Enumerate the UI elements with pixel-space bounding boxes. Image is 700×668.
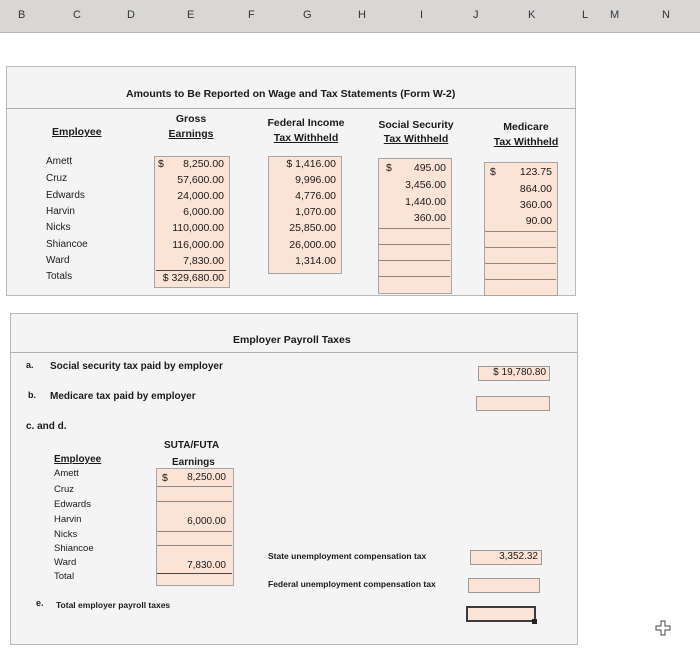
suta-cell-harvin[interactable]: 6,000.00	[187, 516, 226, 527]
gross-dollar-sign: $	[158, 158, 164, 170]
col-header-l[interactable]: L	[582, 9, 589, 21]
item-cd-label: c. and d.	[26, 421, 67, 432]
gross-total-rule	[156, 270, 226, 271]
total-employer-taxes-cell[interactable]	[466, 606, 536, 622]
w2-title-divider	[6, 108, 575, 109]
w2-employee-name: Shiancoe	[46, 239, 88, 250]
payroll-employee-name: Nicks	[54, 529, 78, 540]
med-cell[interactable]: 90.00	[525, 215, 552, 227]
suta-row-line	[157, 501, 232, 502]
payroll-employee-name: Total	[54, 571, 75, 582]
gross-cell[interactable]: 6,000.00	[183, 206, 224, 218]
state-unemployment-label: State unemployment compensation tax	[268, 551, 427, 561]
col-header-d[interactable]: D	[127, 9, 135, 21]
ss-row-line	[379, 260, 450, 261]
federal-unemployment-cell[interactable]	[468, 578, 540, 593]
ss-row-line	[379, 244, 450, 245]
ss-header-1: Social Security	[378, 119, 454, 131]
payroll-employee-name: Cruz	[54, 484, 75, 495]
col-header-k[interactable]: K	[528, 9, 536, 21]
social-security-employer-value: $ 19,780.80	[493, 367, 546, 378]
payroll-title: Employer Payroll Taxes	[233, 334, 351, 346]
col-header-h[interactable]: H	[358, 9, 366, 21]
suta-header-2: Earnings	[172, 457, 215, 468]
fed-cell[interactable]: 1,314.00	[295, 255, 336, 267]
ss-row-line	[379, 228, 450, 229]
federal-unemployment-label: Federal unemployment compensation tax	[268, 579, 436, 589]
payroll-employee-name: Amett	[54, 468, 79, 479]
med-header-2: Tax Withheld	[493, 136, 559, 148]
med-header-1: Medicare	[503, 121, 549, 133]
payroll-title-divider	[10, 352, 577, 353]
col-header-f[interactable]: F	[248, 9, 255, 21]
gross-header-2: Earnings	[168, 128, 214, 140]
med-row-line	[485, 247, 556, 248]
state-unemployment-value: 3,352.32	[499, 551, 538, 562]
w2-employee-name: Cruz	[46, 173, 68, 184]
fed-cell[interactable]: 25,850.00	[289, 222, 336, 234]
med-cell[interactable]: 123.75	[519, 166, 552, 178]
gross-cell[interactable]: 116,000.00	[172, 239, 224, 251]
item-a-text: Social security tax paid by employer	[50, 361, 223, 372]
move-cursor-icon	[655, 620, 671, 636]
item-b-label: b.	[28, 390, 36, 400]
payroll-employee-name: Shiancoe	[54, 543, 94, 554]
suta-total-rule	[157, 573, 232, 574]
gross-header-1: Gross	[175, 113, 207, 125]
col-header-n[interactable]: N	[662, 9, 670, 21]
suta-cell-amett[interactable]: 8,250.00	[187, 472, 226, 483]
suta-row-line	[157, 531, 232, 532]
col-header-i[interactable]: I	[420, 9, 424, 21]
w2-employee-name: Harvin	[46, 206, 75, 217]
med-cell[interactable]: 864.00	[519, 183, 552, 195]
w2-employee-name: Nicks	[46, 222, 71, 233]
ss-header-2: Tax Withheld	[383, 133, 449, 145]
gross-cell[interactable]: 7,830.00	[183, 255, 224, 267]
gross-cell[interactable]: 8,250.00	[183, 158, 224, 170]
col-header-e[interactable]: E	[187, 9, 195, 21]
med-row-line	[485, 231, 556, 232]
med-row-line	[485, 263, 556, 264]
ss-cell[interactable]: 495.00	[413, 162, 446, 174]
w2-employee-name: Edwards	[46, 190, 85, 201]
w2-employee-name: Amett	[46, 156, 73, 167]
suta-cell-ward[interactable]: 7,830.00	[187, 560, 226, 571]
col-header-g[interactable]: G	[303, 9, 312, 21]
item-e-label: e.	[36, 598, 44, 608]
column-header-row	[0, 0, 700, 33]
payroll-employee-header: Employee	[54, 454, 102, 465]
col-header-c[interactable]: C	[73, 9, 81, 21]
item-b-text: Medicare tax paid by employer	[50, 391, 196, 402]
item-a-label: a.	[26, 360, 34, 370]
col-header-m[interactable]: M	[610, 9, 620, 21]
fed-cell[interactable]: 26,000.00	[289, 239, 336, 251]
med-dollar-sign: $	[490, 166, 496, 178]
col-header-j[interactable]: J	[473, 9, 479, 21]
fed-cell[interactable]: 1,070.00	[295, 206, 336, 218]
gross-cell[interactable]: 57,600.00	[177, 174, 224, 186]
fed-header-1: Federal Income	[267, 117, 345, 129]
payroll-employee-name: Edwards	[54, 499, 91, 510]
medicare-employer-cell[interactable]	[476, 396, 550, 411]
gross-total-cell[interactable]: $ 329,680.00	[162, 272, 224, 284]
suta-dollar-sign: $	[162, 472, 168, 484]
item-e-text: Total employer payroll taxes	[56, 600, 171, 610]
ss-dollar-sign: $	[386, 162, 392, 174]
ss-cell[interactable]: 1,440.00	[405, 196, 446, 208]
suta-row-line	[157, 486, 232, 487]
suta-row-line	[157, 545, 232, 546]
ss-cell[interactable]: 360.00	[413, 212, 446, 224]
gross-cell[interactable]: 24,000.00	[177, 190, 224, 202]
fed-cell[interactable]: 9,996.00	[295, 174, 336, 186]
payroll-employee-name: Harvin	[54, 514, 82, 525]
w2-employee-name: Totals	[46, 271, 73, 282]
w2-employee-name: Ward	[46, 255, 70, 266]
med-cell[interactable]: 360.00	[519, 199, 552, 211]
fed-cell[interactable]: 4,776.00	[295, 190, 336, 202]
ss-row-line	[379, 276, 450, 277]
fed-header-2: Tax Withheld	[273, 132, 339, 144]
payroll-employee-name: Ward	[54, 557, 77, 568]
med-row-line	[485, 279, 556, 280]
fill-handle-icon[interactable]	[532, 619, 537, 624]
gross-cell[interactable]: 110,000.00	[172, 222, 224, 234]
w2-title: Amounts to Be Reported on Wage and Tax Statements (Form W-2)	[126, 88, 456, 100]
fed-cell[interactable]: $ 1,416.00	[286, 158, 336, 170]
employee-header: Employee	[52, 126, 102, 138]
ss-cell[interactable]: 3,456.00	[405, 179, 446, 191]
suta-header-1: SUTA/FUTA	[164, 440, 220, 451]
col-header-b[interactable]: B	[18, 9, 26, 21]
